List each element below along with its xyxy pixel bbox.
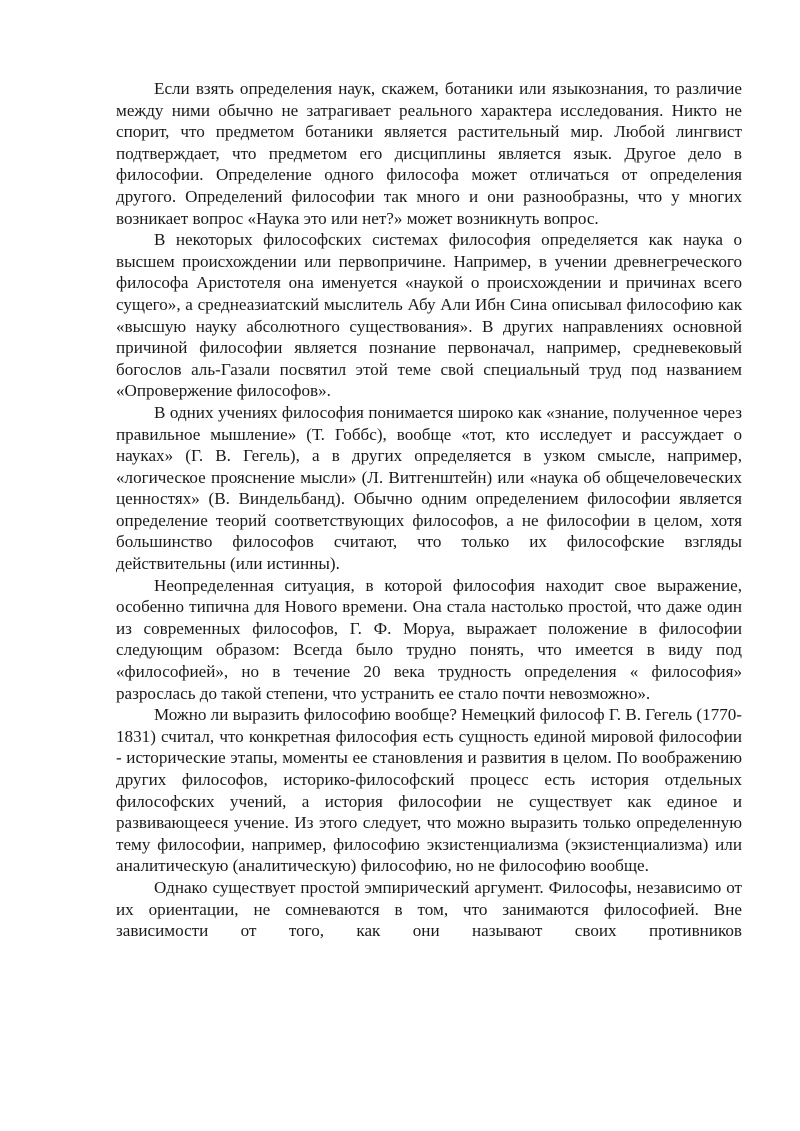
paragraph-1: Если взять определения наук, скажем, ботаники или языкознания, то различие между ними обычно не затрагивает реального характера исследования. Никто не спорит, что предметом ботаники является растительный мир. Любой лингвист подтверждает, что предметом его дисциплины является язык. Другое дело в философии. Определение одного философа может отличаться от определения другого. Определений философии так много и они разнообразны, что у многих возникает вопрос «Наука это или нет?» может возникнуть вопрос. (116, 79, 742, 228)
paragraph-3: В одних учениях философия понимается широко как «знание, полученное через правильное мышление» (Т. Гоббс), вообще «тот, кто исследует и рассуждает о науках» (Г. В. Гегель), а в других определяется в узком смысле, например, «логическое прояснение мысли» (Л. Витгенштейн) или «наука об общечеловеческих ценностях» (В. Виндельбанд). Обычно одним определением философии является определение теорий соответствующих философов, а не философии в целом, хотя большинство философов считают, что только их философские взгляды действительны (или истинны). (116, 402, 742, 574)
paragraph-4: Неопределенная ситуация, в которой философия находит свое выражение, особенно типична для Нового времени. Она стала настолько простой, что даже один из современных философов, Г. Ф. Моруа, выражает положение в философии следующим образом: Всегда было трудно понять, что имеется в виду под «философией», но в течение 20 века трудность определения « философия» разрослась до такой степени, что устранить ее стало почти невозможно». (116, 575, 742, 703)
document-page (116, 78, 742, 942)
paragraph-2: В некоторых философских системах философия определяется как наука о высшем происхождении или первопричине. Например, в учении древнегреческого философа Аристотеля она именуется «наукой о происхождении и причинах всего сущего», а среднеазиатский мыслитель Абу Али Ибн Сина описывал философию как «высшую науку абсолютного существования». В других направлениях основной причиной философии является познание первоначал, например, средневековый богослов аль-Газали посвятил этой теме свой специальный труд под названием «Опровержение философов». (116, 230, 742, 401)
paragraph-5: Можно ли выразить философию вообще? Немецкий философ Г. В. Гегель (1770-1831) считал, что конкретная философия есть сущность единой мировой философии - исторические этапы, моменты ее становления и развития в целом. По воображению других философов, историко-философский процесс есть история отдельных философских учений, а история философии не существует как единое и развивающееся учение. Из этого следует, что можно выразить только определенную тему философии, например, философию экзистенциализма (экзистенциализма) или аналитическую (аналитическую) философию, но не философию вообще. (116, 705, 742, 876)
paragraph-6: Однако существует простой эмпирический аргумент. Философы, независимо от их ориентации, не сомневаются в том, что занимаются философией. Вне зависимости от того, как они называют своих противников (116, 877, 742, 941)
